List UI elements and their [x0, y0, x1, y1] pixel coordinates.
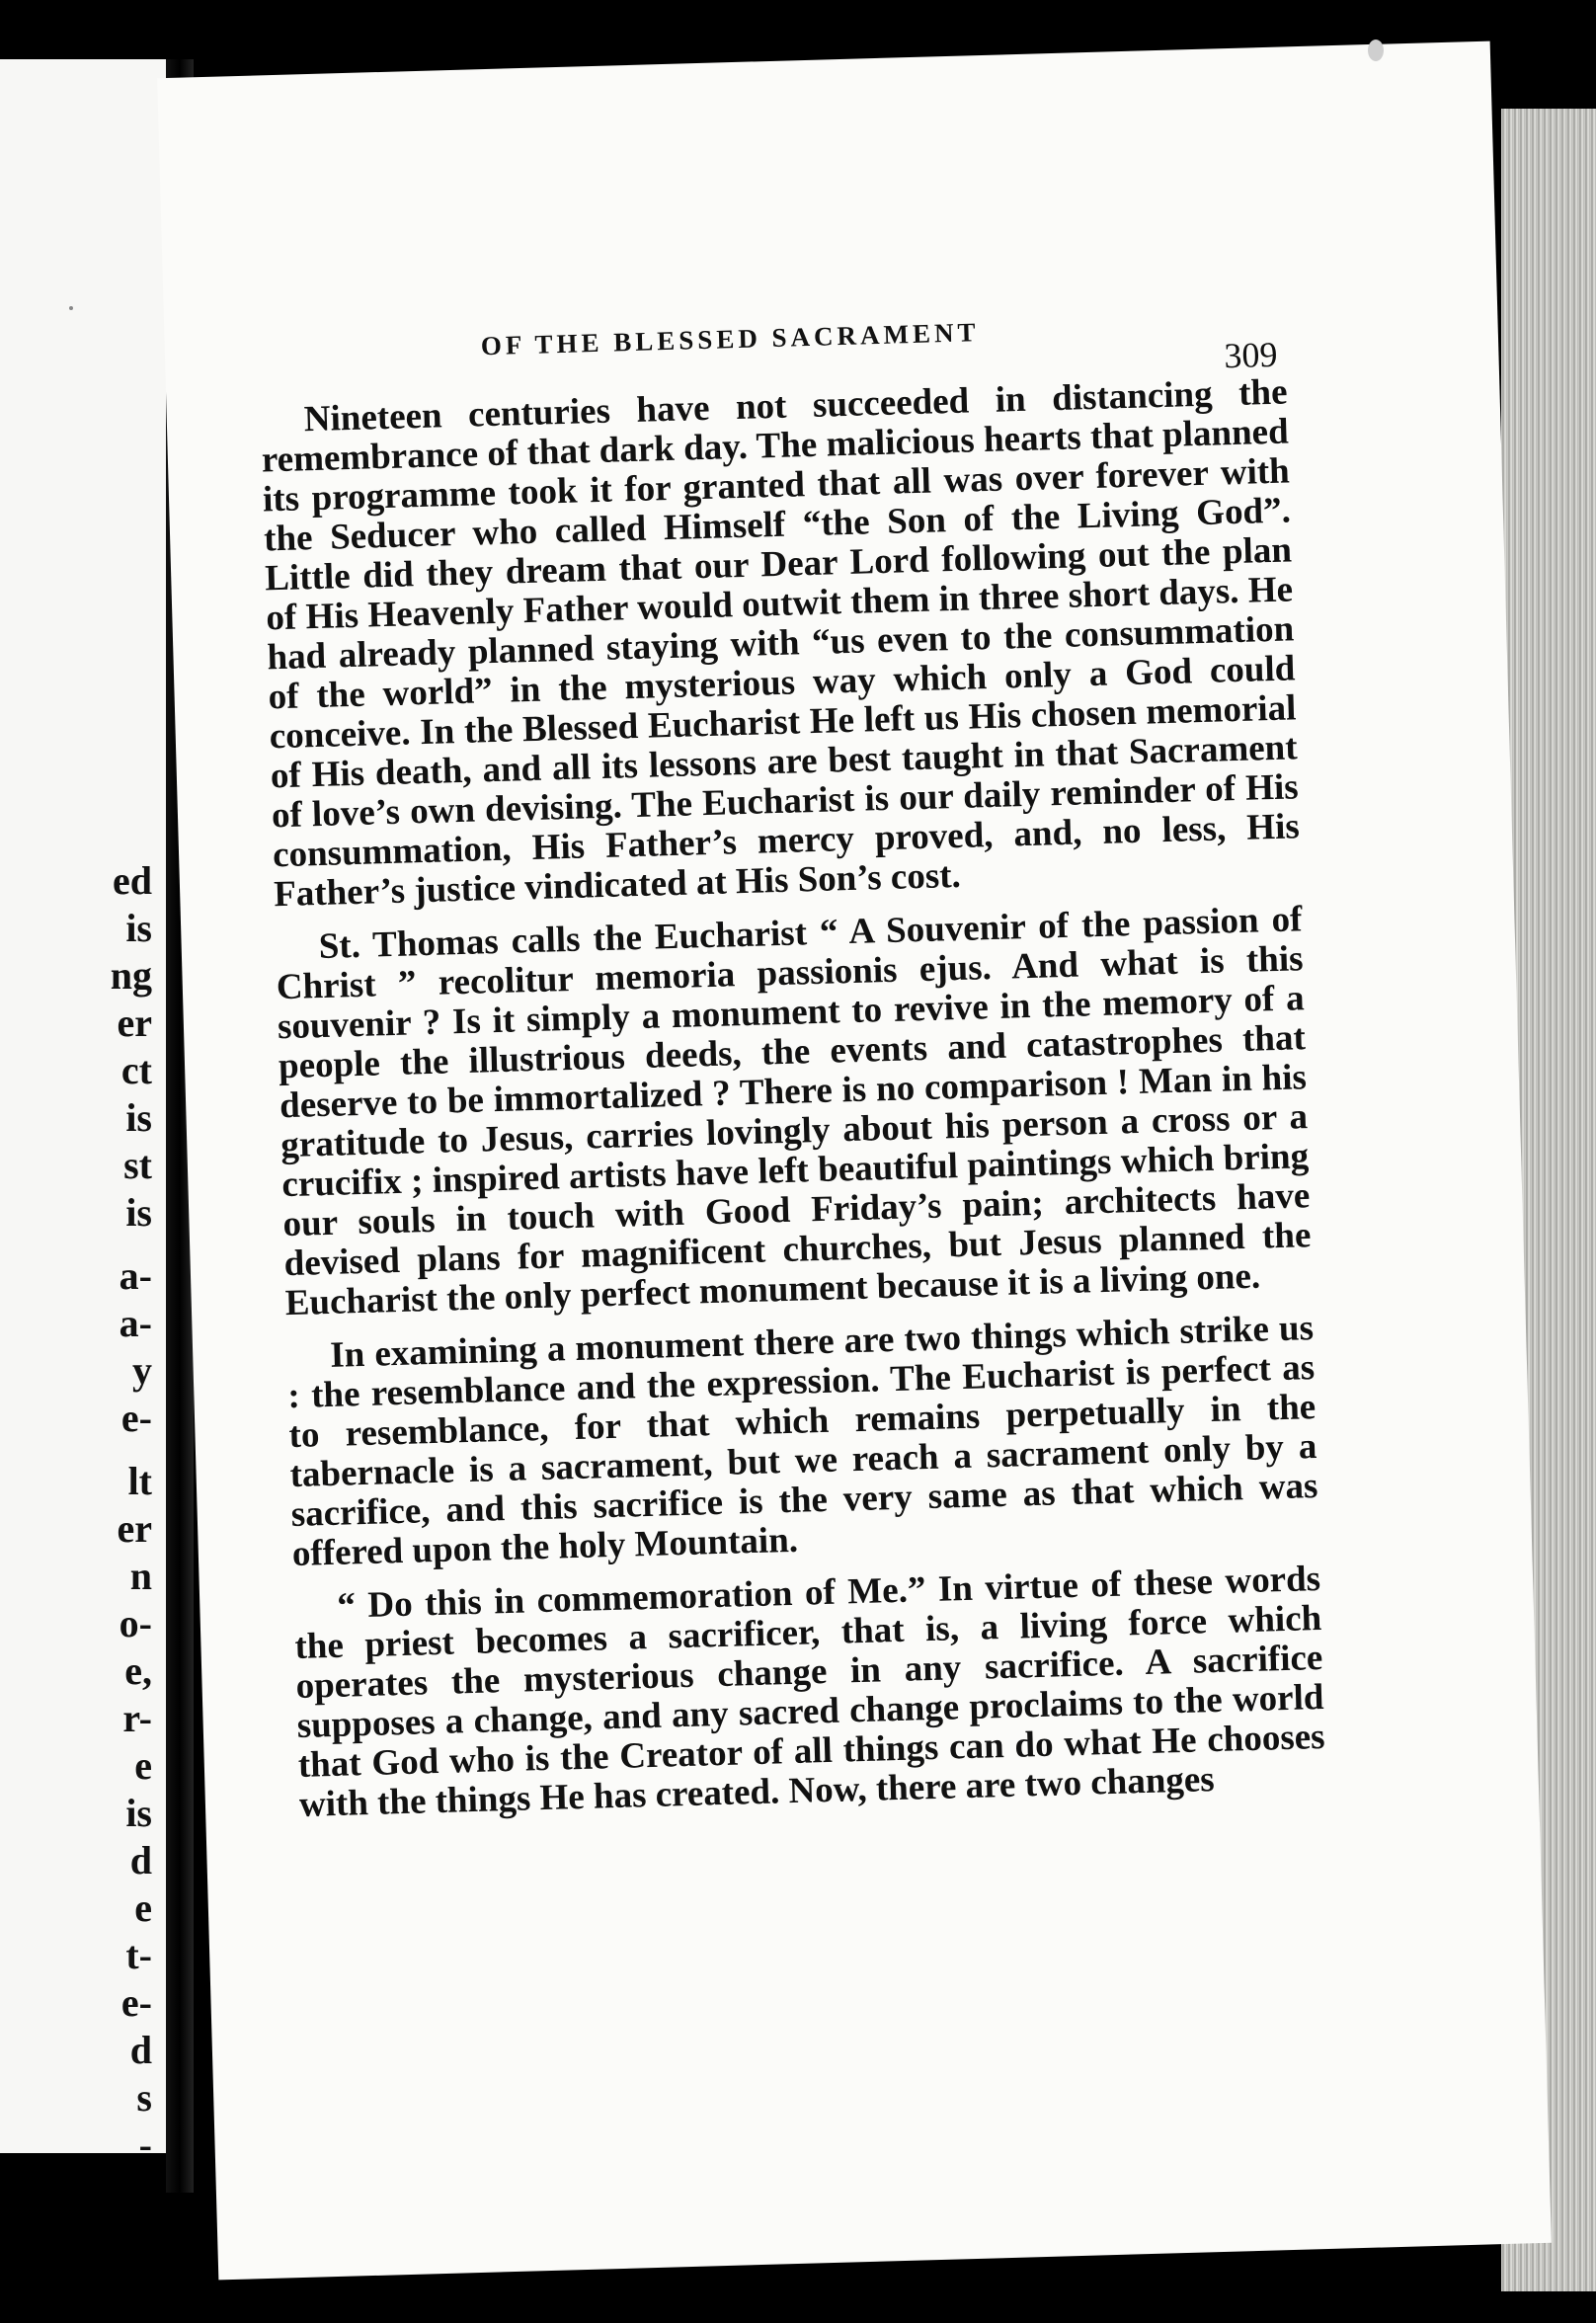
- line-fragment: is: [125, 1095, 152, 1140]
- book-page: [157, 41, 1552, 2281]
- line-fragment: -: [138, 2123, 152, 2153]
- line-fragment: n: [129, 1554, 152, 1598]
- line-fragment: is: [125, 1190, 152, 1235]
- page-number: 309: [1223, 334, 1278, 376]
- line-fragment: ng: [110, 953, 152, 998]
- line-fragment: er: [117, 1001, 152, 1045]
- line-fragment: ed: [113, 858, 152, 903]
- line-fragment: y: [132, 1348, 152, 1393]
- scan-artifact: [1368, 40, 1384, 61]
- line-fragment: e,: [124, 1648, 152, 1693]
- paragraph: “ Do this in commemoration of Me.” In virtue of these words the priest becomes a sacrificer, that is, a living force which operates the mysterious change in any sacrifice. A sacrifice supposes a change, and any sacred change proclaims to the world that God who is the Creator of all things can do what He chooses with the things He has created. Now, there are two changes: [293, 1558, 1326, 1825]
- scan-artifact: [69, 306, 73, 310]
- line-fragment: e-: [120, 1396, 152, 1440]
- line-fragment: e: [134, 1743, 152, 1788]
- line-fragment: s: [136, 2075, 152, 2120]
- line-fragment: er: [117, 1506, 152, 1551]
- running-head: OF THE BLESSED SACRAMENT: [480, 317, 980, 361]
- line-fragment: lt: [127, 1459, 152, 1503]
- paragraph: In examining a monument there are two things which strike us : the resemblance and the expression. The Eucharist is perfect as to resemblance, for that which remains perpetually in the tabernacle is a sacrament, but we reach a sacrament only by a sacrifice, and this sacrifice is the very same as that which was offered upon the holy Mountain.: [286, 1308, 1318, 1575]
- line-fragment: t-: [125, 1933, 152, 1977]
- paragraph: St. Thomas calls the Eucharist “ A Souvenir of the passion of Christ ” recolitur memoria passionis ejus. And what is this souvenir ? Is it simply a monument to revive in the memory of a people the illustrious deeds, the events and catastrophes that deserve to be immortalized ? There is no comparison ! Man in his gratitude to Jesus, carries lovingly about his person a cross or a crucifix ; inspired artists have left beautiful paintings which bring our souls in touch with Good Friday’s pain; architects have devised plans for magnificent churches, but Jesus planned the Eucharist the only perfect monument because it is a living one.: [276, 899, 1312, 1324]
- paragraph: Nineteen centuries have not succeeded in distancing the remembrance of that dark day. The malicious hearts that planned its programme took it for granted that all was over forever with the Seducer who called Himself “the Son of the Living God”. Little did they dream that our Dear Lord following out the plan of His Heavenly Father would outwit them in three short days. He had already planned staying with “us even to the consummation of the world” in the mysterious way which only a God could conceive. In the Blessed Eucharist He left us His chosen memorial of His death, and all its lessons are best taught in that Sacrament of love’s own devising. The Eucharist is our daily reminder of His consummation, His Father’s mercy proved, and, no less, His Father’s justice vindicated at His Son’s cost.: [261, 371, 1301, 916]
- line-fragment: d: [129, 1838, 152, 1882]
- line-fragment: a-: [119, 1301, 152, 1345]
- line-fragment: ct: [120, 1048, 152, 1092]
- previous-page-strip: [0, 59, 166, 2153]
- line-fragment: o-: [119, 1601, 152, 1645]
- line-fragment: is: [125, 1791, 152, 1835]
- line-fragment: e-: [120, 1980, 152, 2025]
- line-fragment: st: [123, 1143, 152, 1187]
- line-fragment: d: [129, 2028, 152, 2072]
- line-fragment: a-: [119, 1253, 152, 1298]
- line-fragment: is: [125, 906, 152, 950]
- line-fragment: e: [134, 1885, 152, 1930]
- line-fragment: r-: [122, 1696, 152, 1740]
- body-text: [260, 372, 1326, 1838]
